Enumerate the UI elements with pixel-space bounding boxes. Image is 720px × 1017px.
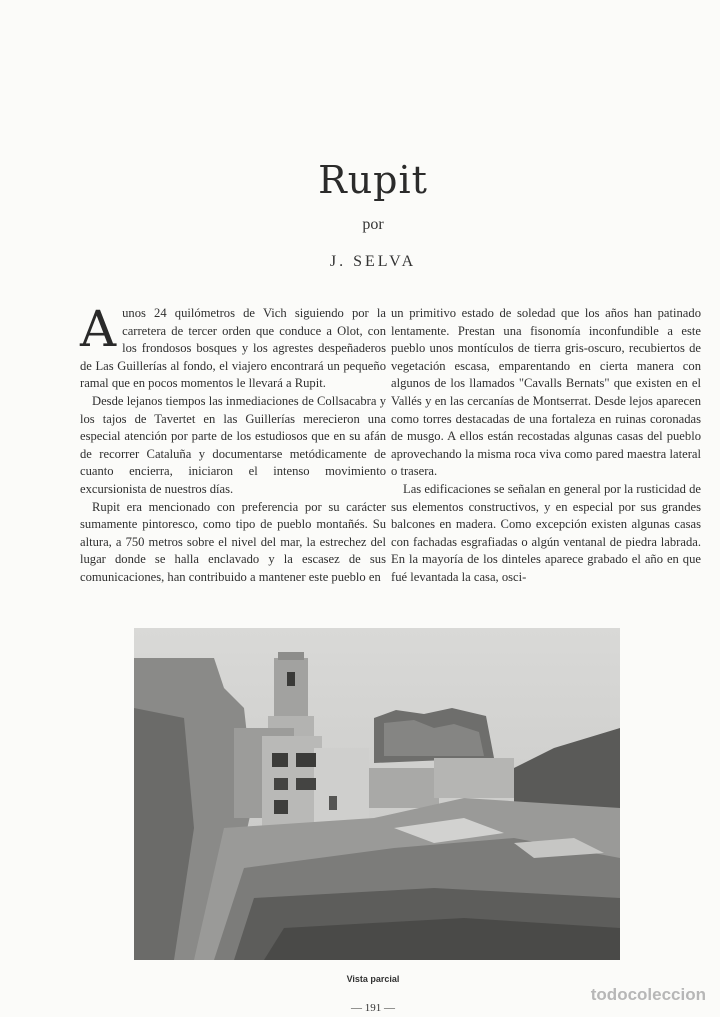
village-photo [134, 628, 620, 960]
paragraph: Aunos 24 quilómetros de Vich siguiendo por la carretera de tercer orden que conduce a Olot, con los frondosos bosques y los agrestes despeñaderos de Las Guillerías al fondo, el viajero encontrará un pequeño ramal que en pocos momentos le llevará a Rupit. [80, 300, 386, 391]
article-author: J. SELVA [329, 253, 417, 270]
text-column-right [391, 305, 701, 587]
text-column-left [80, 300, 386, 587]
paragraph: Desde lejanos tiempos las inmediaciones de Collsacabra y los tajos de Tavertet en las Guillerías merecieron una especial atención por parte de los estudiosos que en su afán de recorrer Cataluña y documentarse metódicamente de cuanto encierra, iniciaron el intenso movimiento excursionista de nuestros días. [80, 393, 386, 496]
byline-prefix: por [362, 216, 384, 233]
paragraph: un primitivo estado de soledad que los años han patinado lentamente. Prestan una fisonomía inconfundible a este pueblo unos montículos de tierra gris-oscuro, recubiertos de vegetación escasa, emparentando en cierta manera con algunos de los llamados "Cavalls Bernats" que existen en el Vallés y en las cercanías de Montserrat. Desde lejos aparecen como torres destacadas de una fortaleza en ruinas coronadas de musgo. A ellos están recostadas algunas casas del pueblo aprovechando la misma roca viva como pared maestra lateral o trasera. [391, 306, 701, 479]
page-number: — 191 — [351, 1002, 395, 1014]
paragraph: Rupit era mencionado con preferencia por su carácter sumamente pintoresco, como tipo de pueblo montañés. Su altura, a 750 metros sobre el nivel del mar, la estrechez del lugar donde se halla enclavado y la escasez de sus comunicaciones, han contribuido a mantener este pueblo en [80, 499, 386, 584]
drop-cap: A [80, 300, 117, 358]
watermark-logo: todocoleccion [590, 985, 706, 1004]
photo-caption: Vista parcial [346, 974, 400, 984]
village-photo-image [134, 628, 620, 960]
article-title: Rupit [318, 158, 428, 202]
paragraph: Las edificaciones se señalan en general por la rusticidad de sus elementos constructivos, y en especial por sus grandes balcones en madera. Como excepción existen algunas casas con fachadas esgrafiadas o algún ventanal de piedra labrada. En la mayoría de los dinteles aparece grabado el año en que fué levantada la casa, osci- [391, 481, 701, 584]
